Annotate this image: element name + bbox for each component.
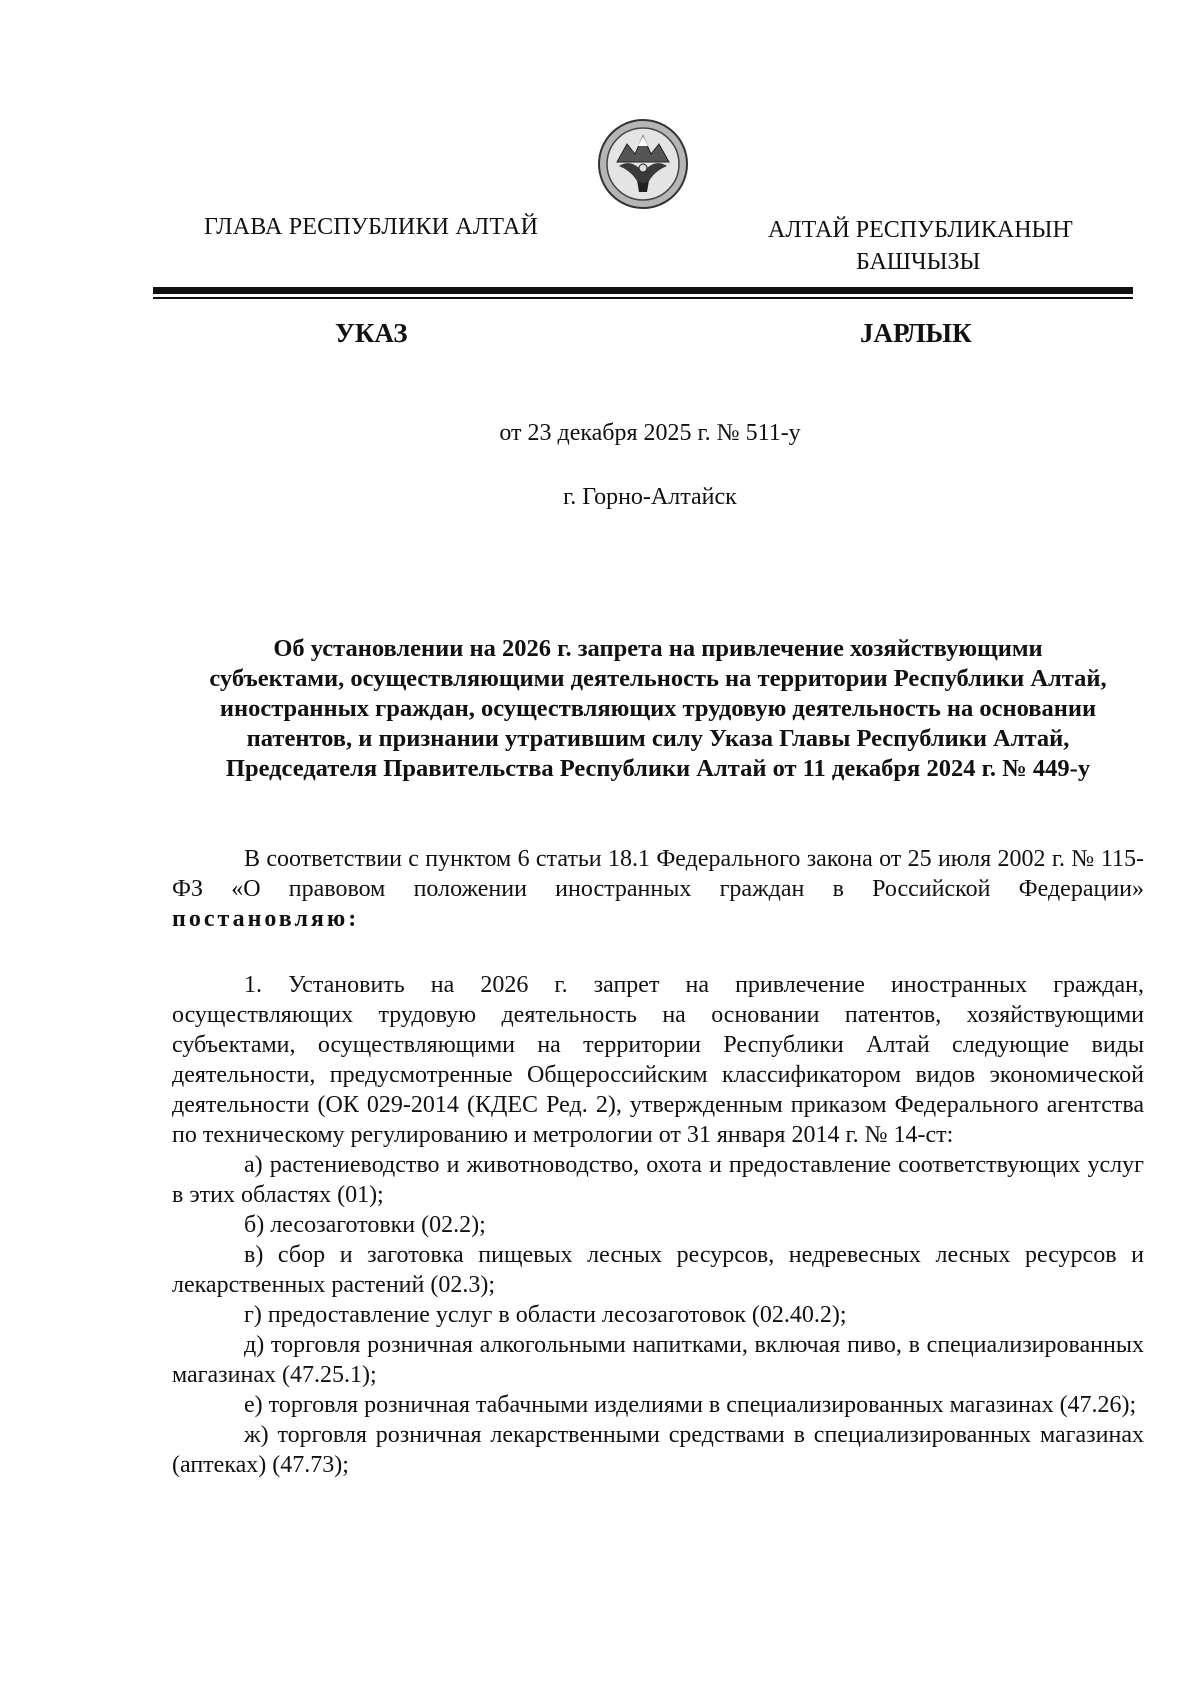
decree-title — [172, 634, 1144, 784]
decree-title-line: патентов, и признании утратившим силу Указа Главы Республики Алтай, — [246, 725, 1070, 752]
decree-title-line: Председателя Правительства Республики Алтай от 11 декабря 2024 г. № 449-у — [225, 755, 1091, 782]
decree-title-line: Об установлении на 2026 г. запрета на привлечение хозяйствующими — [273, 635, 1043, 662]
sub-item-g: г) предоставление услуг в области лесозаготовок (02.40.2); — [244, 1302, 847, 1328]
issuer-name-altai-line1: АЛТАЙ РЕСПУБЛИКАНЫҤ — [768, 217, 1073, 243]
decree-title-line: иностранных граждан, осуществляющих трудовую деятельность на основании — [219, 695, 1097, 722]
item-1-paragraph: 1. Установить на 2026 г. запрет на привлечение иностранных граждан, осуществляющих трудовую деятельность на основании патентов, хозяйствующими субъектами, осуществляющими на территории Республики Алтай следующие виды деятельности, предусмотренные Общероссийским классификатором видов экономической деятельности (ОК 029-2014 (КДЕС Ред. 2), утвержденным приказом Федерального агентства по техническому регулированию и метрологии от 31 января 2014 г. № 14-ст: — [172, 972, 1144, 1148]
sub-item-b: б) лесозаготовки (02.2); — [244, 1212, 486, 1238]
altai-republic-coat-of-arms-icon — [597, 118, 689, 210]
header-divider-thin — [153, 297, 1133, 299]
decree-title-line: субъектами, осуществляющими деятельность на территории Республики Алтай, — [209, 665, 1107, 692]
sub-item-e: е) торговля розничная табачными изделиями в специализированных магазинах (47.26); — [244, 1392, 1137, 1418]
sub-item-v: в) сбор и заготовка пищевых лесных ресурсов, недревесных лесных ресурсов и лекарственных растений (02.3); — [172, 1242, 1144, 1298]
doc-type-russian: УКАЗ — [335, 318, 408, 348]
issuer-name-russian: ГЛАВА РЕСПУБЛИКИ АЛТАЙ — [204, 214, 539, 240]
doc-type-altai: ЈАРЛЫК — [860, 318, 972, 348]
decree-city: г. Горно-Алтайск — [563, 484, 737, 510]
decree-word: постановляю: — [172, 906, 360, 932]
decree-body — [172, 844, 1144, 1480]
header-divider-thick — [153, 287, 1133, 294]
decree-date-number: от 23 декабря 2025 г. № 511-у — [499, 420, 801, 446]
sub-item-zh: ж) торговля розничная лекарственными средствами в специализированных магазинах (аптеках) (47.73); — [172, 1422, 1144, 1478]
sub-item-a: а) растениеводство и животноводство, охота и предоставление соответствующих услуг в этих областях (01); — [172, 1152, 1144, 1208]
issuer-name-altai-line2: БАШЧЫЗЫ — [856, 249, 981, 275]
preamble-paragraph — [172, 844, 1144, 934]
issuer-name-altai — [768, 214, 1088, 278]
sub-item-d: д) торговля розничная алкогольными напитками, включая пиво, в специализированных магазинах (47.25.1); — [172, 1332, 1144, 1388]
preamble-text: В соответствии с пунктом 6 статьи 18.1 Федерального закона от 25 июля 2002 г. № 115-ФЗ «О правовом положении иностранных граждан в Российской Федерации» — [172, 846, 1144, 902]
